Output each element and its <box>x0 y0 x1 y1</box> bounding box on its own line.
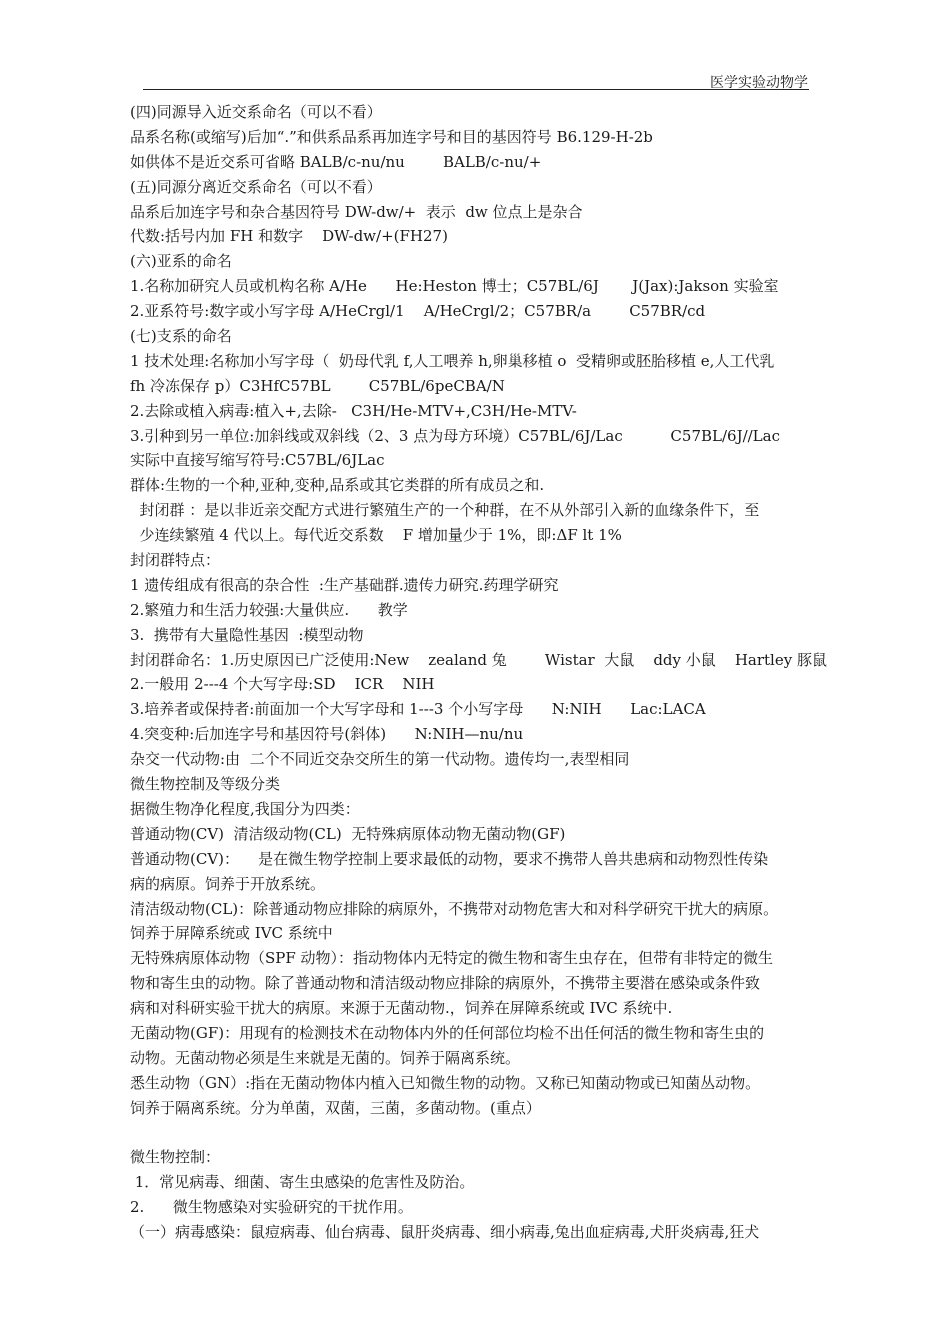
text-line: 病的病原。饲养于开放系统。 <box>130 874 326 893</box>
header-divider <box>143 89 809 90</box>
text-line: 无特殊病原体动物（SPF 动物）：指动物体内无特定的微生物和寄生虫存在，但带有非特定的微生 <box>130 949 774 968</box>
document-body <box>130 100 835 1245</box>
text-line: 1.名称加研究人员或机构名称 A/He He:Heston 博士；C57BL/6J J(Jax):Jakson 实验室 <box>130 277 779 296</box>
text-line: 3. 携带有大量隐性基因 :模型动物 <box>130 625 364 644</box>
text-line: 普通动物(CV)： 是在微生物学控制上要求最低的动物，要求不携带人兽共患病和动物烈性传染 <box>130 849 769 868</box>
text-line: (四)同源导入近交系命名（可以不看） <box>130 103 382 121</box>
text-line: 1 技术处理:名称加小写字母（ 奶母代乳 f,人工喂养 h,卵巢移植 o 受精卵或胚胎移植 e,人工代乳 <box>130 351 775 370</box>
text-line: 封闭群特点： <box>130 551 221 570</box>
text-line: 清洁级动物(CL)：除普通动物应排除的病原外，不携带对动物危害大和对科学研究干扰大的病原。 <box>130 899 779 918</box>
text-line: 1 遗传组成有很高的杂合性 :生产基础群.遗传力研究.药理学研究 <box>130 575 559 594</box>
text-line: 品系后加连字号和杂合基因符号 DW-dw/+ 表示 dw 位点上是杂合 <box>130 202 583 221</box>
text-line: 据微生物净化程度,我国分为四类： <box>130 799 360 818</box>
text-line: (五)同源分离近交系命名（可以不看） <box>130 177 382 196</box>
text-line: 微生物控制及等级分类 <box>130 775 281 794</box>
text-line: 2. 微生物感染对实验研究的干扰作用。 <box>130 1198 413 1217</box>
text-line: 饲养于隔离系统。分为单菌，双菌，三菌，多菌动物。(重点） <box>130 1098 541 1117</box>
text-line: 2.一般用 2---4 个大写字母:SD ICR NIH <box>130 675 435 694</box>
text-line: 品系名称(或缩写)后加“.”和供系品系再加连字号和目的基因符号 B6.129-H-2b <box>130 127 653 146</box>
text-line: 封闭群 ：是以非近亲交配方式进行繁殖生产的一个种群，在不从外部引入新的血缘条件下，至 <box>130 501 760 520</box>
text-line: 封闭群命名：1.历史原因已广泛使用:New zealand 兔 Wistar 大鼠 ddy 小鼠 Hartley 豚鼠 <box>130 650 827 669</box>
text-line: 普通动物(CV) 清洁级动物(CL) 无特殊病原体动物无菌动物(GF) <box>130 824 566 843</box>
text-line: 2.去除或植入病毒:植入+,去除- C3H/He-MTV+,C3H/He-MTV- <box>130 401 577 420</box>
text-line: 3.引种到另一单位:加斜线或双斜线（2、3 点为母方环境）C57BL/6J/Lac C57BL/6J//Lac <box>130 426 780 445</box>
text-line: 如供体不是近交系可省略 BALB/c-nu/nu BALB/c-nu/+ <box>130 152 542 171</box>
text-line: (七)支系的命名 <box>130 327 232 346</box>
text-line: 病和对科研实验干扰大的病原。来源于无菌动物.，饲养在屏障系统或 IVC 系统中. <box>130 999 673 1018</box>
blank-line <box>130 1121 835 1146</box>
text-line: 动物。无菌动物必须是生来就是无菌的。饲养于隔离系统。 <box>130 1048 521 1067</box>
text-line: 1．常见病毒、细菌、寄生虫感染的危害性及防治。 <box>130 1173 475 1192</box>
text-line: 2.繁殖力和生活力较强:大量供应. 教学 <box>130 600 408 619</box>
text-line: 代数:括号内加 FH 和数字 DW-dw/+(FH27) <box>130 227 448 246</box>
text-line: fh 冷冻保存 p）C3HfC57BL C57BL/6peCBA/N <box>130 376 505 395</box>
text-line: 物和寄生虫的动物。除了普通动物和清洁级动物应排除的病原外，不携带主要潜在感染或条件致 <box>130 974 761 993</box>
text-line: 群体:生物的一个种,亚种,变种,品系或其它类群的所有成员之和. <box>130 476 545 495</box>
text-line: 2.亚系符号:数字或小写字母 A/HeCrgl/1 A/HeCrgl/2；C57BR/a C57BR/cd <box>130 302 706 321</box>
text-line: 3.培养者或保持者:前面加一个大写字母和 1---3 个小写字母 N:NIH Lac:LACA <box>130 700 706 719</box>
text-line: 4.突变种:后加连字号和基因符号(斜体) N:NIH—nu/nu <box>130 725 524 744</box>
text-line: 少连续繁殖 4 代以上。每代近交系数 F 增加量少于 1%，即:ΔF lt 1% <box>130 526 622 545</box>
text-line: (六)亚系的命名 <box>130 252 232 271</box>
text-line: 微生物控制： <box>130 1148 221 1167</box>
text-line: 悉生动物（GN）:指在无菌动物体内植入已知微生物的动物。又称已知菌动物或已知菌丛动物。 <box>130 1073 761 1092</box>
text-line: （一）病毒感染：鼠痘病毒、仙台病毒、鼠肝炎病毒、细小病毒,兔出血症病毒,犬肝炎病毒,狂犬 <box>130 1223 760 1242</box>
text-line: 无菌动物(GF)：用现有的检测技术在动物体内外的任何部位均检不出任何活的微生物和寄生虫的 <box>130 1023 765 1042</box>
text-line: 饲养于屏障系统或 IVC 系统中 <box>130 924 333 943</box>
running-header-title: 医学实验动物学 <box>710 75 808 91</box>
text-line: 实际中直接写缩写符号:C57BL/6JLac <box>130 451 385 470</box>
text-line: 杂交一代动物:由 二个不同近交杂交所生的第一代动物。遗传均一,表型相同 <box>130 750 630 769</box>
